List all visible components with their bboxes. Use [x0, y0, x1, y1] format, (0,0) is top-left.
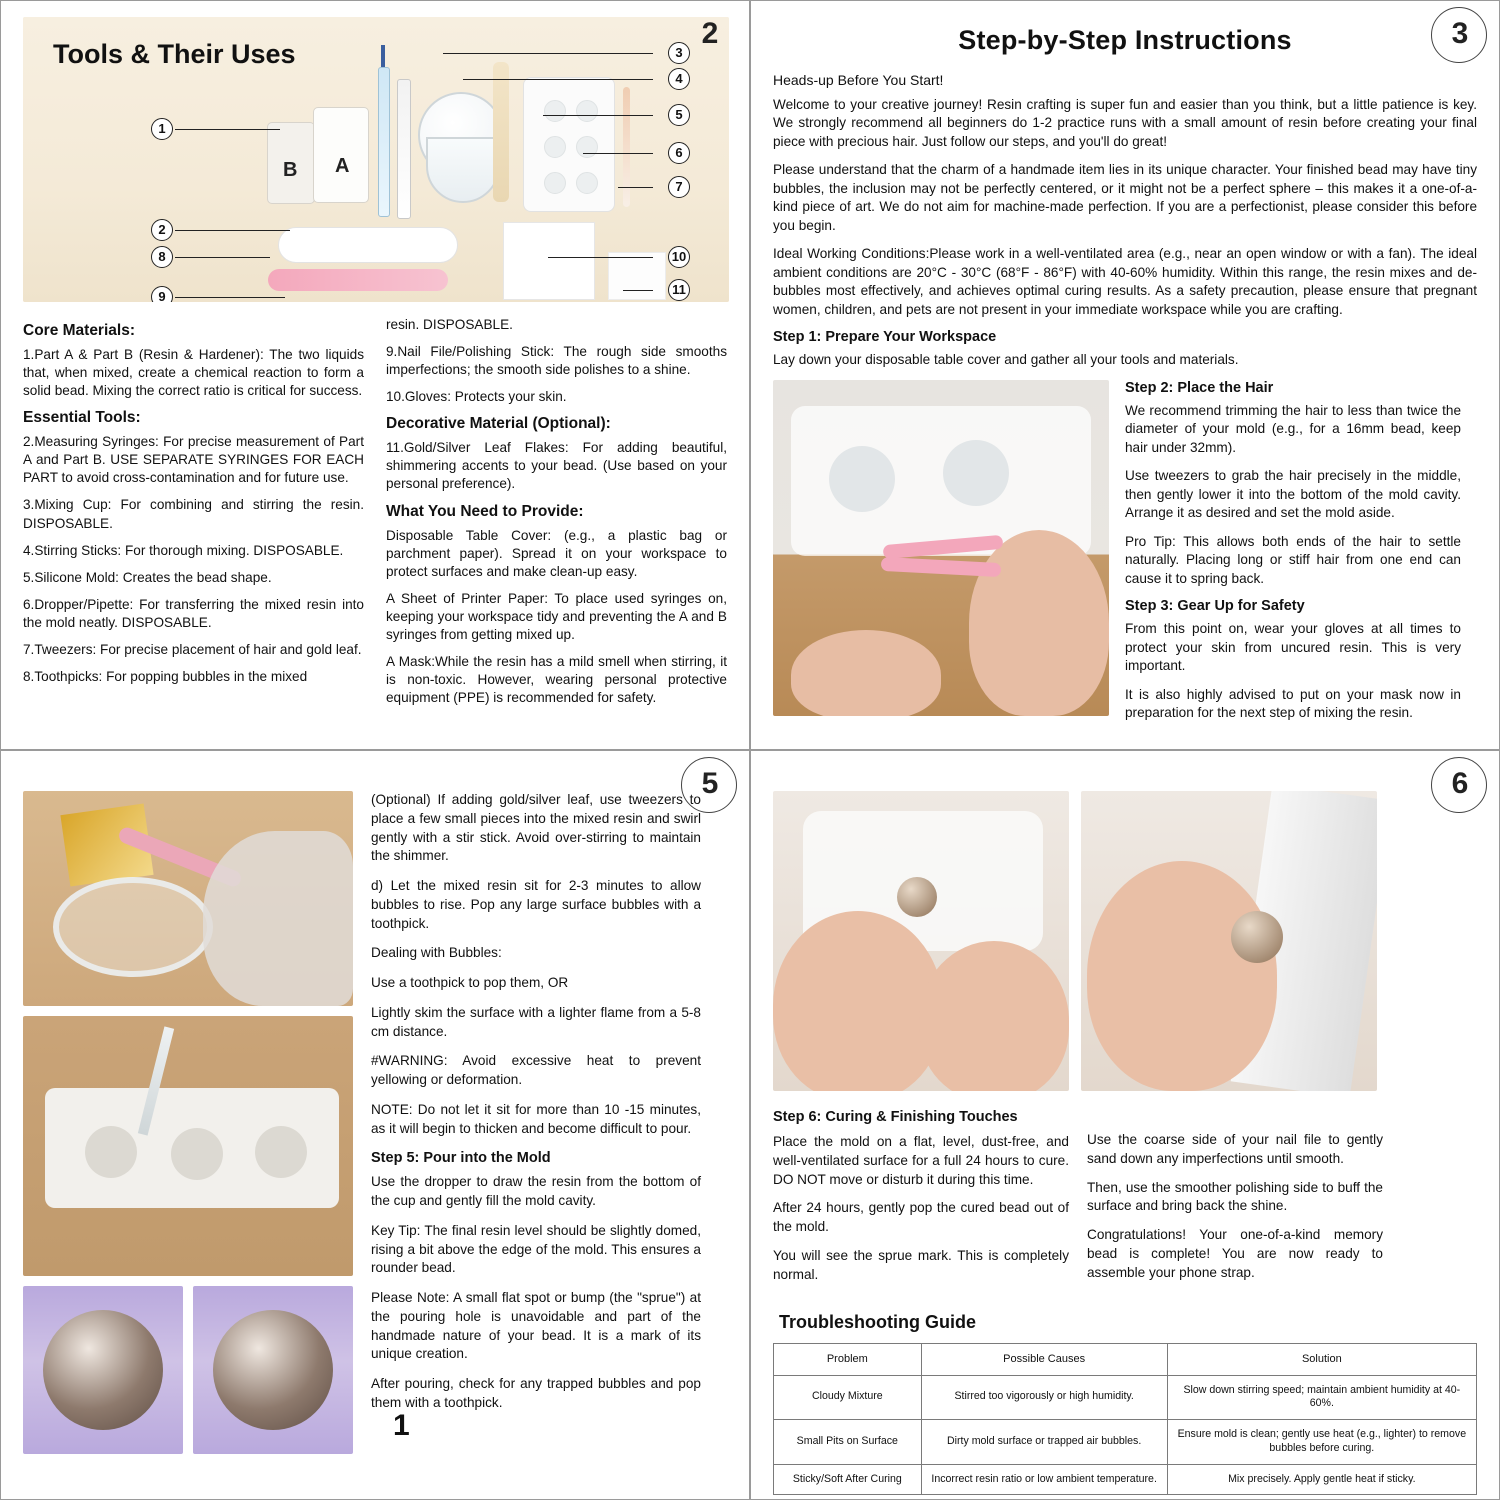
- essential-tool-item: 8.Toothpicks: For popping bubbles in the mixed: [23, 669, 308, 685]
- page-3-number: 3: [1433, 7, 1487, 61]
- column-header-causes: Possible Causes: [921, 1344, 1167, 1375]
- polishing-paragraph: Then, use the smoother polishing side to buff the surface and bring back the shine.: [1087, 1179, 1383, 1214]
- callout-8: 8: [151, 246, 173, 268]
- cell-cause: Dirty mold surface or trapped air bubbles.: [921, 1420, 1167, 1465]
- handmade-character-paragraph: Please understand that the charm of a handmade item lies in its unique character. Your finished bead may have tiny bubbles, the inclusion may not be perfectly centered, or it might not be a perfect sphere – this makes it a one-of-a-kind piece of art. We do not aim for machine-made perfection. If you are a perfectionist, please consider this before you begin.: [773, 162, 1477, 233]
- tools-right-column: [386, 316, 727, 716]
- cell-cause: Incorrect resin ratio or low ambient temperature.: [921, 1464, 1167, 1495]
- page-6-text-columns: [773, 1105, 1477, 1294]
- callout-2: 2: [151, 219, 173, 241]
- step-2-paragraph: Use tweezers to grab the hair precisely in the middle, then gently lower it into the bottom of the mold cavity. Arrange it as desired and set the mold aside.: [1125, 468, 1461, 521]
- gloves-pack: [503, 222, 595, 300]
- table-header-row: [774, 1344, 1477, 1375]
- essential-tool-item: 3.Mixing Cup: For combining and stirring the resin. DISPOSABLE.: [23, 497, 364, 531]
- table-row: [774, 1464, 1477, 1495]
- cell-problem: Cloudy Mixture: [774, 1375, 922, 1420]
- cell-solution: Ensure mold is clean; gently use heat (e.g., lighter) to remove bubbles before curing.: [1167, 1420, 1476, 1465]
- sprue-paragraph: You will see the sprue mark. This is completely normal.: [773, 1247, 1069, 1282]
- continued-text: resin. DISPOSABLE.: [386, 317, 513, 332]
- page-6-number: 6: [1433, 757, 1487, 811]
- column-header-problem: Problem: [774, 1344, 922, 1375]
- troubleshooting-table: [773, 1343, 1477, 1495]
- page-3: [750, 0, 1500, 750]
- page-5-photos: [23, 791, 353, 1454]
- essential-tools-heading: Essential Tools:: [23, 409, 141, 427]
- step-1-heading: Step 1: Prepare Your Workspace: [773, 329, 997, 346]
- essential-tool-item: 7.Tweezers: For precise placement of hair and gold leaf.: [23, 641, 362, 657]
- tools-photo-title: Tools & Their Uses: [53, 39, 296, 69]
- what-you-provide-heading: What You Need to Provide:: [386, 502, 584, 520]
- step-6-heading: Step 6: Curing & Finishing Touches: [773, 1109, 1018, 1125]
- decorative-item: 11.Gold/Silver Leaf Flakes: For adding beautiful, shimmering accents to your bead. (Use based on your personal preference).: [386, 440, 727, 492]
- sanding-photo: [1081, 791, 1377, 1091]
- page-2-number: 2: [701, 17, 719, 50]
- callout-7: 7: [668, 176, 690, 198]
- page-5: [0, 750, 750, 1500]
- cell-solution: Slow down stirring speed; maintain ambient humidity at 40-60%.: [1167, 1375, 1476, 1420]
- essential-tool-item: 5.Silicone Mold: Creates the bead shape.: [23, 569, 272, 585]
- key-tip: Key Tip: The final resin level should be slightly domed, rising a bit above the edge of the mold. This ensures a rounder bead.: [371, 1222, 701, 1276]
- core-material-item: 1.Part A & Part B (Resin & Hardener): The two liquids that, when mixed, create a chemical reaction to form a solid bead. Mixing the correct ratio is critical for success.: [23, 347, 364, 399]
- toothpick-option: Use a toothpick to pop them, OR: [371, 975, 569, 990]
- essential-tool-item: 6.Dropper/Pipette: For transferring the mixed resin into the mold neatly. DISPOSABLE.: [23, 596, 364, 630]
- provide-item: A Mask:While the resin has a mild smell when stirring, it is non-toxic. However, wearing personal protective equipment (PPE) is recommended for safety.: [386, 654, 727, 706]
- callout-4: 4: [668, 68, 690, 90]
- sitting-time-note: NOTE: Do not let it sit for more than 10 -15 minutes, as it will begin to thicken and become difficult to pour.: [371, 1101, 701, 1136]
- congratulations-paragraph: Congratulations! Your one-of-a-kind memory bead is complete! You are now ready to assemble your phone strap.: [1087, 1227, 1383, 1280]
- column-header-solution: Solution: [1167, 1344, 1476, 1375]
- step-5-body: Use the dropper to draw the resin from the bottom of the cup and gently fill the mold cavity.: [371, 1174, 701, 1208]
- tool-item: 10.Gloves: Protects your skin.: [386, 389, 567, 405]
- step-3-heading: Step 3: Gear Up for Safety: [1125, 598, 1305, 615]
- dropper-pipette: [623, 87, 630, 207]
- callout-11: 11: [668, 279, 690, 301]
- callout-10: 10: [668, 246, 690, 268]
- stray-mark: 1: [393, 1409, 410, 1442]
- pour-into-mold-photo: [23, 1016, 353, 1276]
- callout-1: 1: [151, 118, 173, 140]
- tweezers: [268, 269, 448, 291]
- step-5-heading: Step 5: Pour into the Mold: [371, 1150, 551, 1167]
- page-5-number: 5: [683, 757, 737, 811]
- working-conditions-paragraph: Ideal Working Conditions:Please work in a well-ventilated area (e.g., near an open window or with a fan). The ideal ambient conditions are 20°C - 30°C (68°F - 86°F) with 40-60% humidity. Within this range, the resin mixes and de-bubbles most effectively, and achieves optimal curing results. As a safety precaution, please ensure that pregnant women, children, and pets are not present in your immediate workspace while you are crafting.: [773, 246, 1477, 317]
- cell-problem: Sticky/Soft After Curing: [774, 1464, 922, 1495]
- bottle-a-label: A: [335, 155, 350, 177]
- page-5-body: [23, 791, 727, 1454]
- callout-3: 3: [668, 42, 690, 64]
- tools-text-columns: [23, 316, 727, 716]
- page-6: [750, 750, 1500, 1500]
- intro-paragraph: Welcome to your creative journey! Resin crafting is super fun and easier than you think, but a little patience is key. We strongly recommend all beginners do 1-2 practice runs with a small amount of resin before creating your final piece with precious hair. Just follow our steps, and you'll do great!: [773, 97, 1477, 149]
- page-6-left-column: [773, 1105, 1069, 1294]
- tools-photo: [23, 17, 729, 302]
- troubleshooting-heading: Troubleshooting Guide: [779, 1312, 976, 1333]
- heads-up-lead: Heads-up Before You Start!: [773, 72, 944, 88]
- gold-leaf-photo: [23, 791, 353, 1006]
- demold-photo: [773, 791, 1069, 1091]
- heat-warning: #WARNING: Avoid excessive heat to prevent yellowing or deformation.: [371, 1053, 701, 1087]
- callout-9: 9: [151, 286, 173, 302]
- page-6-right-column: [1087, 1105, 1383, 1294]
- cell-solution: Mix precisely. Apply gentle heat if sticky.: [1167, 1464, 1476, 1495]
- cell-cause: Stirred too vigorously or high humidity.: [921, 1375, 1167, 1420]
- bead-photo-right: [193, 1286, 353, 1454]
- stirring-stick: [493, 62, 509, 202]
- after-pouring-text: After pouring, check for any trapped bubbles and pop them with a toothpick.: [371, 1376, 701, 1410]
- provide-item: Disposable Table Cover: (e.g., a plastic bag or parchment paper). Spread it on your workspace to protect surfaces and make clean-up easy.: [386, 527, 727, 579]
- page-5-text: [371, 791, 701, 1454]
- optional-gold-leaf-text: (Optional) If adding gold/silver leaf, use tweezers to place a few small pieces into the mixed resin and swirl gently with a stir stick. Avoid over-stirring to maintain the shimmer.: [371, 792, 701, 864]
- step-1-body: Lay down your disposable table cover and gather all your tools and materials.: [773, 352, 1239, 368]
- gold-leaf-pack: [608, 252, 666, 300]
- step-2-section: [773, 380, 1477, 733]
- bottle-b-label: B: [283, 159, 298, 181]
- callout-5: 5: [668, 104, 690, 126]
- page-title: Step-by-Step Instructions: [958, 25, 1292, 55]
- nail-file: [278, 227, 458, 263]
- demold-paragraph: After 24 hours, gently pop the cured bead out of the mold.: [773, 1200, 1069, 1234]
- step-3-paragraph: From this point on, wear your gloves at all times to protect your skin from uncured resin. This is very important.: [1125, 621, 1461, 674]
- essential-tool-item: 4.Stirring Sticks: For thorough mixing. DISPOSABLE.: [23, 542, 344, 558]
- sanding-paragraph: Use the coarse side of your nail file to gently sand down any imperfections until smooth.: [1087, 1132, 1383, 1166]
- step-2-text: [1125, 380, 1461, 733]
- page-6-photos: [773, 791, 1477, 1091]
- step-d-text: d) Let the mixed resin sit for 2-3 minutes to allow bubbles to rise. Pop any large surface bubbles with a toothpick.: [371, 878, 701, 931]
- step-2-paragraph: We recommend trimming the hair to less than twice the diameter of your mold (e.g., for a 16mm bead, keep hair under 32mm).: [1125, 402, 1461, 455]
- step-2-protip: Pro Tip: This allows both ends of the hair to settle naturally. Placing long or stiff hair from one end can cause it to spring back.: [1125, 533, 1461, 586]
- dealing-with-bubbles-heading: Dealing with Bubbles:: [371, 945, 502, 961]
- core-materials-heading: Core Materials:: [23, 322, 135, 339]
- page-2: [0, 0, 750, 750]
- silicone-mold: [523, 77, 615, 212]
- provide-item: A Sheet of Printer Paper: To place used syringes on, keeping your workspace tidy and preventing the A and B syringes from getting mixed up.: [386, 590, 727, 642]
- curing-paragraph: Place the mold on a flat, level, dust-free, and well-ventilated surface for a full 24 hours to cure. DO NOT move or disturb it during this time.: [773, 1134, 1069, 1187]
- lighter-option: Lightly skim the surface with a lighter flame from a 5-8 cm distance.: [371, 1004, 701, 1039]
- step-3-paragraph: It is also highly advised to put on your mask now in preparation for the next step of mixing the resin.: [1125, 686, 1461, 721]
- syringe-clear: [397, 79, 411, 219]
- cell-problem: Small Pits on Surface: [774, 1420, 922, 1465]
- table-row: [774, 1375, 1477, 1420]
- please-note: Please Note: A small flat spot or bump (the "sprue") at the pouring hole is unavoidable and part of the handmade nature of your bead. It is a mark of its unique creation.: [371, 1290, 701, 1362]
- essential-tool-item: 2.Measuring Syringes: For precise measurement of Part A and Part B. USE SEPARATE SYRINGES FOR EACH PART to avoid cross-contamination and for future use.: [23, 434, 364, 486]
- bead-photo-left: [23, 1286, 183, 1454]
- syringe-blue: [378, 67, 390, 217]
- decorative-material-heading: Decorative Material (Optional):: [386, 415, 611, 433]
- callout-6: 6: [668, 142, 690, 164]
- table-row: [774, 1420, 1477, 1465]
- tool-item: 9.Nail File/Polishing Stick: The rough side smooths imperfections; the smooth side polishes to a shine.: [386, 344, 727, 378]
- place-hair-photo: [773, 380, 1109, 716]
- finished-beads-photos: [23, 1286, 353, 1454]
- tools-left-column: [23, 316, 364, 716]
- step-2-heading: Step 2: Place the Hair: [1125, 379, 1274, 396]
